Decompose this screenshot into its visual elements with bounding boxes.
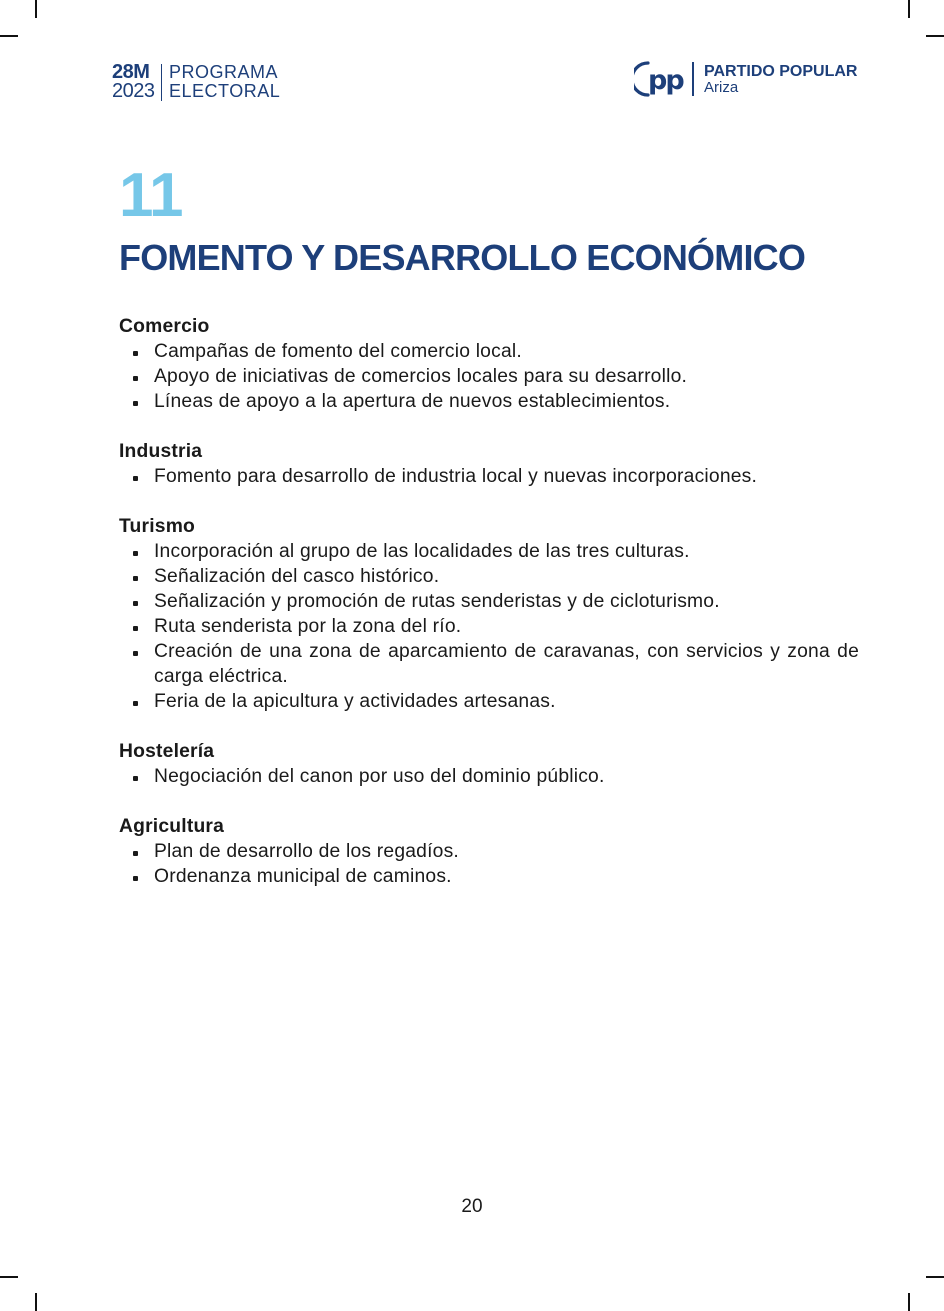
party-name: PARTIDO POPULAR <box>704 62 858 80</box>
bullet-list <box>119 539 859 714</box>
bullet-list <box>119 764 859 789</box>
list-item: Feria de la apicultura y actividades artesanas. <box>119 689 859 714</box>
list-item: Negociación del canon por uso del dominio público. <box>119 764 859 789</box>
chapter-number: 11 <box>119 161 183 230</box>
section-turismo <box>119 514 859 714</box>
crop-mark-bottom-left-v <box>35 1293 37 1311</box>
election-year: 2023 <box>112 80 155 102</box>
section-title: Turismo <box>119 516 196 537</box>
section-comercio <box>119 314 859 414</box>
page-number: 20 <box>461 1196 483 1217</box>
party-label <box>704 63 857 96</box>
party-header <box>634 60 857 98</box>
list-item: Ruta senderista por la zona del río. <box>119 614 859 639</box>
chapter-title: FOMENTO Y DESARROLLO ECONÓMICO <box>119 237 806 278</box>
locality-name: Ariza <box>704 78 739 96</box>
pp-logo-icon <box>634 60 686 98</box>
crop-mark-top-right-h <box>926 35 944 37</box>
section-title: Hostelería <box>119 741 215 762</box>
party-divider <box>692 62 694 96</box>
program-label <box>169 63 280 101</box>
crop-mark-bottom-left-h <box>0 1276 18 1278</box>
pp-logo-text: pp <box>648 65 683 96</box>
list-item: Creación de una zona de aparcamiento de caravanas, con servicios y zona de carga eléctrica. <box>119 639 859 689</box>
list-item: Ordenanza municipal de caminos. <box>119 864 859 889</box>
list-item: Fomento para desarrollo de industria local y nuevas incorporaciones. <box>119 464 859 489</box>
program-label-line1: PROGRAMA <box>169 62 279 82</box>
list-item: Plan de desarrollo de los regadíos. <box>119 839 859 864</box>
bullet-list <box>119 339 859 414</box>
bullet-list <box>119 839 859 889</box>
crop-mark-bottom-right-v <box>908 1293 910 1311</box>
program-label-line2: ELECTORAL <box>169 81 281 101</box>
election-program-header <box>112 62 280 102</box>
list-item: Líneas de apoyo a la apertura de nuevos establecimientos. <box>119 389 859 414</box>
list-item: Señalización del casco histórico. <box>119 564 859 589</box>
election-date <box>112 63 155 101</box>
header-divider <box>161 64 163 101</box>
list-item: Campañas de fomento del comercio local. <box>119 339 859 364</box>
section-hosteleria <box>119 739 859 789</box>
crop-mark-top-left-h <box>0 35 18 37</box>
election-code: 28M <box>112 61 150 83</box>
bullet-list <box>119 464 859 489</box>
list-item: Señalización y promoción de rutas senderistas y de cicloturismo. <box>119 589 859 614</box>
section-title: Comercio <box>119 316 210 337</box>
crop-mark-top-right-v <box>908 0 910 18</box>
crop-mark-bottom-right-h <box>926 1276 944 1278</box>
section-title: Industria <box>119 441 203 462</box>
section-agricultura <box>119 814 859 889</box>
section-industria <box>119 439 859 489</box>
list-item: Apoyo de iniciativas de comercios locales para su desarrollo. <box>119 364 859 389</box>
section-title: Agricultura <box>119 816 225 837</box>
crop-mark-top-left-v <box>35 0 37 18</box>
chapter-content <box>119 314 859 914</box>
list-item: Incorporación al grupo de las localidades de las tres culturas. <box>119 539 859 564</box>
